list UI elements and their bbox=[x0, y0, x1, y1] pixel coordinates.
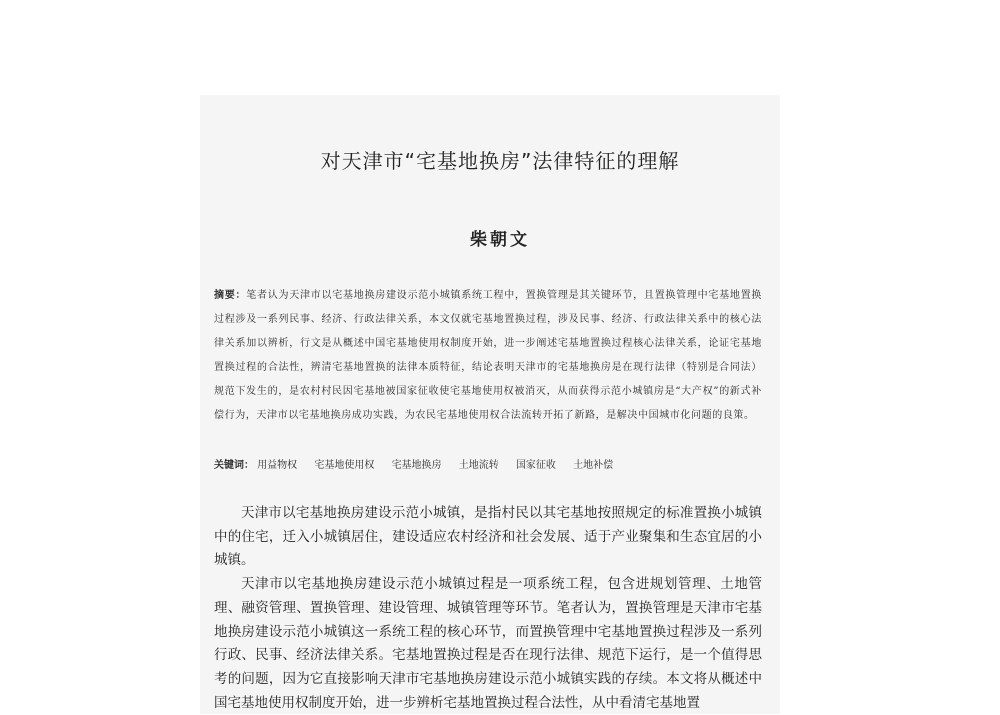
keyword: 国家征收 bbox=[515, 460, 556, 471]
keyword: 宅基地换房 bbox=[391, 460, 442, 471]
body-paragraph: 天津市以宅基地换房建设示范小城镇过程是一项系统工程，包含进规划管理、土地管理、融资管理、置换管理、建设管理、城镇管理等环节。笔者认为，置换管理是天津市宅基地换房建设示范小城镇这一系统工程的核心环节，而置换管理中宅基地置换过程涉及一系列行政、民事、经济法律关系。宅基地置换过程是否在现行法律、规范下运行，是一个值得思考的问题，因为它直接影响天津市宅基地换房建设示范小城镇实践的存续。本文将从概述中国宅基地使用权制度开始，进一步辨析宅基地置换过程合法性，从中看清宅基地置 bbox=[214, 576, 762, 711]
keywords bbox=[214, 456, 762, 476]
abstract-text: 笔者认为天津市以宅基地换房建设示范小城镇系统工程中，置换管理是其关键环节，且置换管理中宅基地置换过程涉及一系列民事、经济、行政法律关系，本文仅就宅基地置换过程，涉及民事、经济、行政法律关系中的核心法律关系加以辨析，行文是从概述中国宅基地使用权制度开始，进一步阐述宅基地置换过程核心法律关系，论证宅基地置换过程的合法性，辨清宅基地置换的法律本质特征，结论表明天津市的宅基地换房是在现行法律（特别是合同法）规范下发生的，是农村村民因宅基地被国家征收使宅基地使用权被消灭，从而获得示范小城镇房是“大产权”的新式补偿行为，天津市以宅基地换房成功实践，为农民宅基地使用权合法流转开拓了新路，是解决中国城市化问题的良策。 bbox=[214, 290, 762, 421]
keyword: 土地流转 bbox=[458, 460, 499, 471]
abstract bbox=[214, 284, 762, 428]
author-name: 柴朝文 bbox=[470, 230, 530, 250]
keyword: 土地补偿 bbox=[573, 460, 614, 471]
body-paragraph: 天津市以宅基地换房建设示范小城镇，是指村民以其宅基地按照规定的标准置换小城镇中的住宅，迁入小城镇居住，建设适应农村经济和社会发展、适于产业聚集和生态宜居的小城镇。 bbox=[214, 505, 762, 569]
keywords-label: 关键词： bbox=[214, 460, 254, 471]
abstract-label: 摘要： bbox=[214, 290, 247, 301]
keyword: 宅基地使用权 bbox=[314, 460, 375, 471]
keyword: 用益物权 bbox=[257, 460, 298, 471]
body-text bbox=[214, 502, 762, 715]
paper-title: 对天津市“宅基地换房”法律特征的理解 bbox=[320, 149, 680, 173]
